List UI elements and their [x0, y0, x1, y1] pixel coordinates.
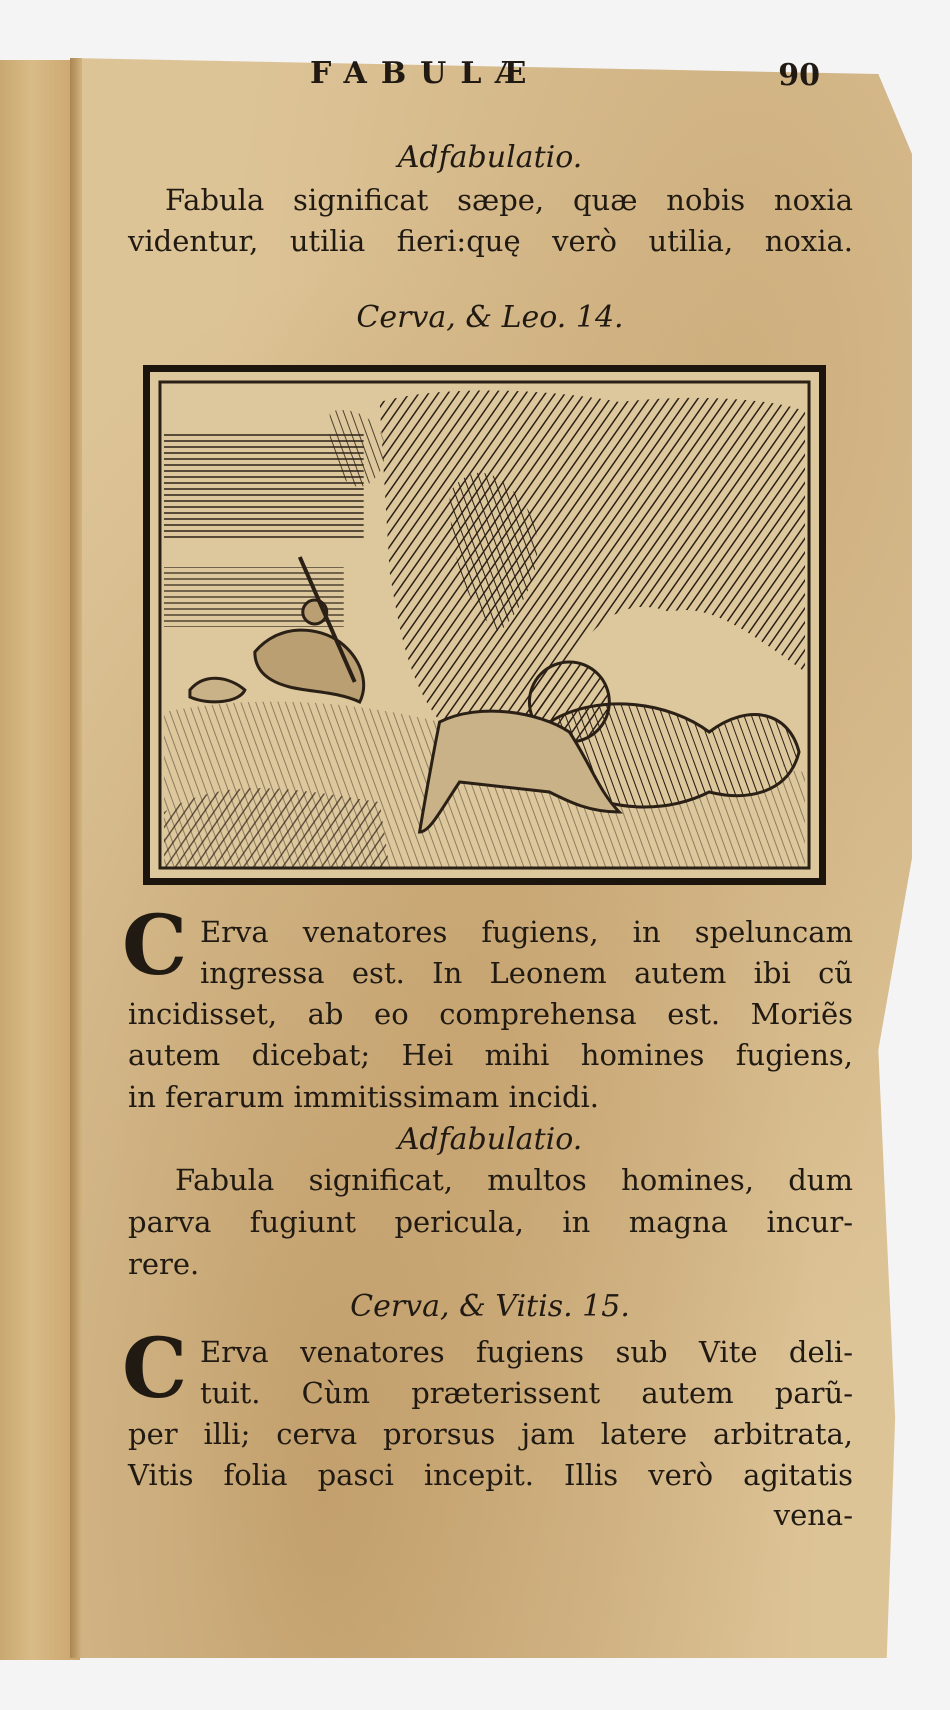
moral-1-line-1: Fabula significat sæpe, quæ nobis noxia — [165, 183, 853, 217]
moral-2-heading: Adfabulatio. — [397, 1122, 583, 1157]
fable-15-line-2: tuit. Cùm præterissent autem parũ- — [200, 1376, 853, 1410]
page-number: 90 — [778, 58, 820, 93]
moral-2-line-2: parva fugiunt pericula, in magna incur- — [128, 1205, 853, 1239]
fable-15-dropcap: C — [122, 1321, 188, 1417]
running-head — [300, 56, 820, 96]
fable-14-title: Cerva, & Leo. 14. — [356, 300, 624, 335]
fable-14-line-5: in ferarum immitissimam incidi. — [128, 1080, 600, 1114]
fable-14-line-4: autem dicebat; Hei mihi homines fugiens, — [128, 1038, 853, 1072]
moral-1-heading: Adfabulatio. — [397, 140, 583, 175]
fable-14-dropcap: C — [122, 898, 188, 994]
fable-14-line-2: ingressa est. In Leonem autem ibi cũ — [200, 956, 853, 990]
running-title: FABULÆ — [310, 56, 541, 91]
fable-15-line-4: Vitis folia pasci incepit. Illis verò agitatis — [128, 1458, 853, 1492]
binding-fold — [70, 58, 82, 1658]
fable-15-title: Cerva, & Vitis. 15. — [350, 1289, 630, 1324]
moral-2-line-3: rere. — [128, 1247, 200, 1281]
fable-15-line-3: per illi; cerva prorsus jam latere arbitrata, — [128, 1417, 853, 1451]
moral-2-line-1: Fabula significat, multos homines, dum — [175, 1163, 853, 1197]
previous-leaf-edge — [0, 60, 80, 1660]
catchword: vena- — [773, 1498, 853, 1532]
fable-15-line-1: Erva venatores fugiens sub Vite deli- — [200, 1335, 853, 1369]
woodcut-hind-and-lion-icon — [143, 365, 826, 885]
moral-1-line-2: videntur, utilia fieri:quę verò utilia, noxia. — [128, 224, 853, 258]
fable-14-line-3: incidisset, ab eo comprehensa est. Moriẽs — [128, 997, 853, 1031]
fable-14-line-1: Erva venatores fugiens, in speluncam — [200, 915, 853, 949]
